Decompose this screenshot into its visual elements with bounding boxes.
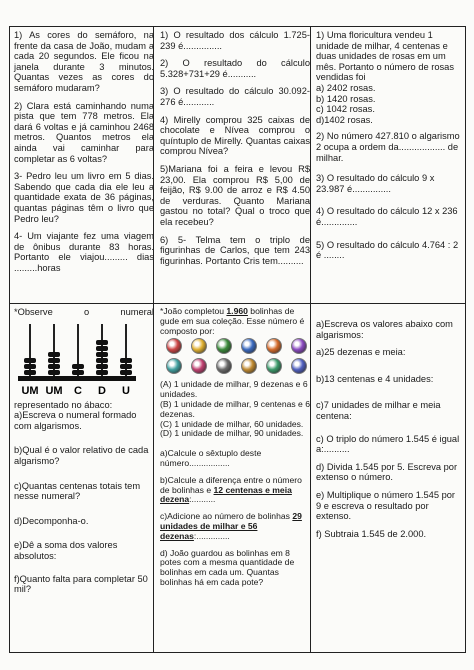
column-2-bottom bbox=[160, 307, 310, 595]
marble-image bbox=[266, 358, 282, 374]
column-divider bbox=[310, 27, 311, 652]
abacus-bead bbox=[120, 358, 132, 363]
question-mult-2: 4) O resultado do cálculo 12 x 236 é.............. bbox=[316, 206, 458, 227]
abacus-q-d: d)Decomponha-o. bbox=[14, 515, 89, 526]
marbles-images bbox=[166, 338, 310, 374]
question-mult-1: 3) O resultado do cálculo 9 x 23.987 é............... bbox=[316, 173, 435, 194]
marble-image bbox=[266, 338, 282, 354]
calc-question-5: 5)Mariana foi a feira e levou R$ 23,00. Ela comprou R$ 5,00 de feijão, R$ 9.00 de arroz e R$ 4.50 de verduras. Quanto Mariana gastou no total? Qual o troco que ela recebeu? bbox=[160, 163, 310, 227]
marble-image bbox=[166, 338, 182, 354]
marble-image bbox=[291, 358, 307, 374]
abacus-bead bbox=[96, 358, 108, 363]
marbles-q-d: d) João guardou as bolinhas em 8 potes com a mesma quantidade de bolinhas em cada um. Quantas bolinhas há em cada pote? bbox=[160, 547, 295, 587]
abacus-bead bbox=[24, 358, 36, 363]
table-grid bbox=[9, 26, 466, 653]
calc-question-2: 2) O resultado do cálculo 5.328+731+29 é........... bbox=[160, 58, 310, 79]
option-c: c) 1042 rosas. bbox=[316, 104, 375, 115]
q-c-text: c)Adicione ao número de bolinhas bbox=[160, 511, 293, 522]
abacus-bead bbox=[48, 358, 60, 363]
column-2-top bbox=[160, 30, 310, 273]
marble-image bbox=[166, 358, 182, 374]
question-roses: 1) Uma floricultura vendeu 1 unidade de milhar, 4 centenas e duas unidades de rosas em um mês. Portanto o número de rosas vendidas foi bbox=[316, 30, 454, 83]
marble-image bbox=[241, 338, 257, 354]
marbles-q-c bbox=[160, 512, 310, 541]
abacus-bead bbox=[96, 370, 108, 375]
marble-image bbox=[216, 338, 232, 354]
row-divider bbox=[10, 303, 465, 304]
calc-question-3: 3) O resultado do cálculo 30.092-276 é............ bbox=[160, 86, 310, 107]
column-3-top bbox=[316, 30, 462, 268]
option-c: (C) 1 unidade de milhar, 60 unidades. bbox=[160, 418, 304, 429]
values-a: a)25 dezenas e meia: bbox=[316, 347, 406, 358]
abacus-q-a: a)Escreva o numeral formado com algarismos. bbox=[14, 410, 137, 431]
abacus-bead bbox=[120, 364, 132, 369]
abacus-bead bbox=[96, 352, 108, 357]
question-order: 2) No número 427.810 o algarismo 2 ocupa a ordem da.................. de milhar. bbox=[316, 131, 460, 163]
question-2: 2) Clara está caminhando numa pista que tem 778 metros. Ela dará 6 voltas e já caminhou 2468 metros. Quantos metros ela ainda vai caminhar para completar as 6 voltas? bbox=[14, 100, 154, 164]
abacus-bead bbox=[24, 364, 36, 369]
marble-image bbox=[291, 338, 307, 354]
abacus-bead bbox=[96, 340, 108, 345]
values-b: b)13 centenas e 4 unidades: bbox=[316, 373, 434, 384]
marbles-number: 1.960 bbox=[226, 306, 248, 316]
abacus-bead bbox=[72, 364, 84, 369]
q-c-end: :.............. bbox=[193, 530, 230, 541]
divide-question: d) Divida 1.545 por 5. Escreva por extenso o número. bbox=[316, 461, 458, 483]
question-1: 1) As cores do semáforo, na frente da casa de João, mudam a cada 20 segundos. Ele ficou na janela durante 3 minutos. Quantas vezes as cores do semáforo mudaram? bbox=[14, 30, 154, 93]
marbles-q-b bbox=[160, 476, 310, 505]
marble-image bbox=[191, 358, 207, 374]
abacus-q-c: c)Quantas centenas totais tem nesse numeral? bbox=[14, 480, 141, 502]
values-c: c)7 unidades de milhar e meia centena: bbox=[316, 400, 441, 421]
triple-question: c) O triplo do número 1.545 é igual a:.......... bbox=[316, 433, 460, 455]
calc-question-6: 6) 5- Telma tem o triplo de figurinhas de Carlos, que tem 243 figurinhas. Portanto Cris tem.......... bbox=[160, 234, 310, 266]
column-1-bottom bbox=[14, 307, 154, 602]
abacus-label: UM bbox=[21, 384, 39, 397]
abacus-bead bbox=[120, 370, 132, 375]
abacus-bead bbox=[24, 370, 36, 375]
abacus-bead bbox=[48, 370, 60, 375]
abacus-figure bbox=[14, 320, 154, 398]
marble-image bbox=[216, 358, 232, 374]
marble-image bbox=[241, 358, 257, 374]
marble-image bbox=[191, 338, 207, 354]
abacus-label: C bbox=[74, 384, 82, 397]
question-4: 4- Um viajante fez uma viagem de ônibus durante 83 horas. Portanto ele viajou......... dias .........horas bbox=[14, 231, 154, 273]
abacus-label: D bbox=[98, 384, 106, 397]
abacus-svg bbox=[14, 320, 146, 398]
q-b-underlined: 12 centenas e meia dezena bbox=[160, 484, 292, 505]
q-b-end: :.......... bbox=[189, 494, 216, 505]
abacus-bead bbox=[96, 364, 108, 369]
calc-question-1: 1) O resultado dos cálculo 1.725-239 é............... bbox=[160, 30, 310, 51]
multiply-question: e) Multiplique o número 1.545 por 9 e escreva o resultado por extenso. bbox=[316, 489, 456, 522]
option-b: b) 1420 rosas. bbox=[316, 93, 376, 104]
abacus-q-f: f)Quanto falta para completar 50 mil? bbox=[14, 573, 148, 595]
abacus-label: U bbox=[122, 384, 130, 397]
marbles-q-a: a)Calcule o sêxtuplo deste número................. bbox=[160, 448, 262, 468]
option-a: (A) 1 unidade de milhar, 9 dezenas e 6 unidades. bbox=[160, 379, 308, 400]
option-d: (D) 1 unidade de milhar, 90 unidades. bbox=[160, 428, 304, 439]
marbles-intro-text-2: bolinhas de gude em sua coleção. Esse número é composto por: bbox=[160, 306, 305, 336]
column-3-bottom bbox=[316, 307, 462, 546]
question-div: 5) O resultado do cálculo 4.764 : 2 é ........ bbox=[316, 239, 459, 261]
column-1-top bbox=[14, 30, 154, 280]
q-b-text: b)Calcule a diferença entre o número de bolinhas e bbox=[160, 474, 302, 495]
option-d: d)1402 rosas. bbox=[316, 114, 373, 125]
abacus-bead bbox=[96, 346, 108, 351]
values-heading: a)Escreva os valores abaixo com algarismos: bbox=[316, 319, 453, 340]
calc-question-4: 4) Mirelly comprou 325 caixas de chocolate e Nívea comprou o quíntuplo de Mirelly. Quantas caixas comprou Nívea? bbox=[160, 114, 310, 157]
option-b: (B) 1 unidade de milhar, 9 centenas e 6 dezenas. bbox=[160, 398, 311, 419]
abacus-caption: representado no ábaco: bbox=[14, 399, 113, 410]
abacus-label: UM bbox=[45, 384, 63, 397]
question-3: 3- Pedro leu um livro em 5 dias. Sabendo que cada dia ele leu a quantidade exata de 36 páginas, quantas páginas têm o livro que Pedro leu? bbox=[14, 171, 154, 224]
abacus-q-e: e)Dê a soma dos valores absolutos: bbox=[14, 540, 118, 561]
abacus-bead bbox=[72, 370, 84, 375]
abacus-q-b: b)Qual é o valor relativo de cada algarismo? bbox=[14, 445, 149, 466]
q-c-underlined: 29 unidades de milhar e 56 dezenas bbox=[160, 511, 302, 541]
subtract-question: f) Subtraia 1.545 de 2.000. bbox=[316, 528, 427, 539]
marbles-intro-text: *João completou bbox=[160, 306, 227, 316]
observe-label: *Observe o numeral bbox=[14, 307, 154, 317]
abacus-bead bbox=[48, 364, 60, 369]
option-a: a) 2402 rosas. bbox=[316, 82, 376, 93]
marbles-intro bbox=[160, 307, 310, 336]
abacus-bead bbox=[48, 352, 60, 357]
